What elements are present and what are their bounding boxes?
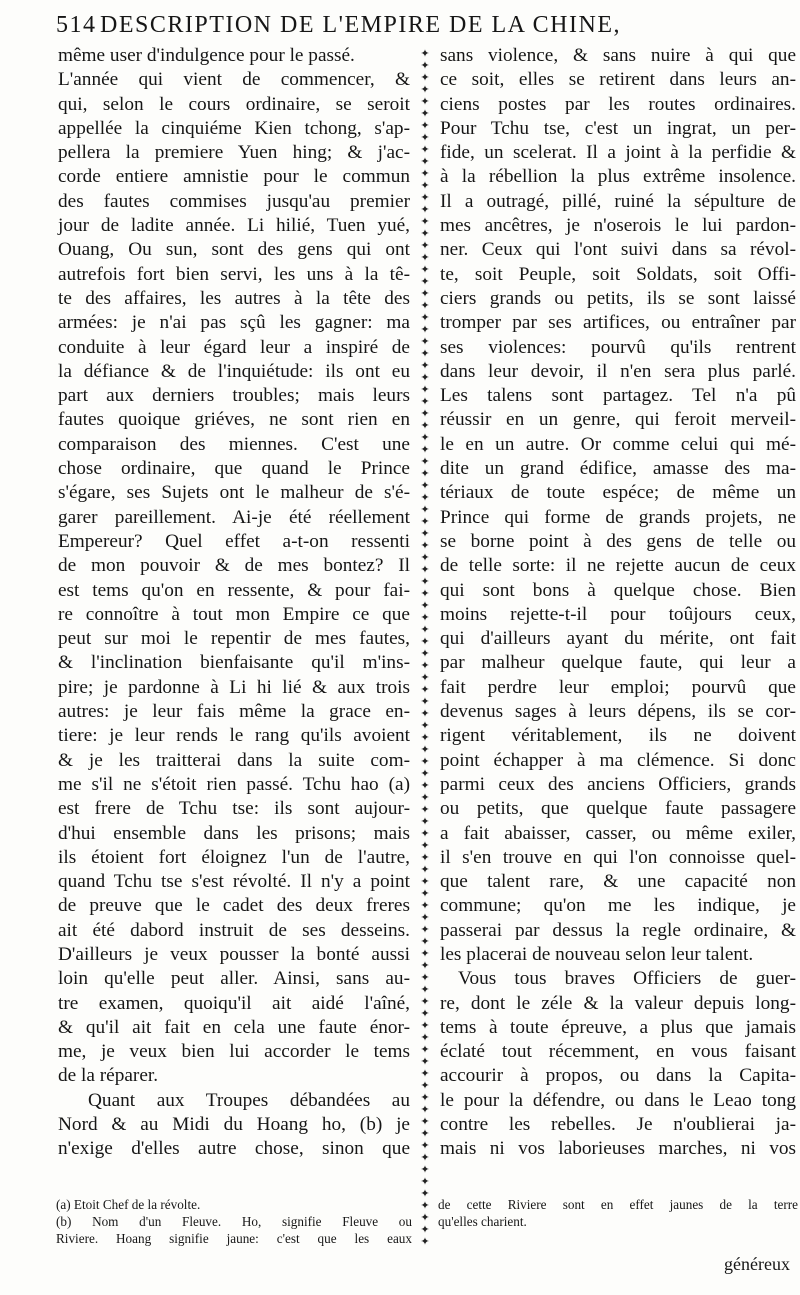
ornament-icon: ✦: [420, 1223, 430, 1236]
ornament-icon: ✦: [420, 959, 430, 972]
ornament-icon: ✦: [420, 455, 430, 468]
ornament-icon: ✦: [420, 191, 430, 204]
text-line: re connoître à tout mon Empire ce que: [58, 603, 410, 625]
right-text-column: [440, 44, 796, 1162]
text-line: rigent véritablement, ils ne doivent: [440, 725, 796, 747]
text-line: ciens postes par les routes ordinaires.: [440, 93, 796, 115]
text-line: de telle sorte: il ne rejette aucun de ceux: [440, 555, 796, 577]
text-line: dite un grand édifice, amasse des ma-: [440, 458, 796, 480]
ornament-icon: ✦: [420, 503, 430, 516]
footnote-line: de cette Riviere sont en effet jaunes de la terre: [438, 1197, 798, 1212]
ornament-icon: ✦: [420, 1175, 430, 1188]
text-line: fide, un scelerat. Il a joint à la perfidie &: [440, 142, 796, 164]
ornament-icon: ✦: [420, 215, 430, 228]
ornament-icon: ✦: [420, 251, 430, 264]
text-line: quand Tchu tse s'est révolté. Il n'y a point: [58, 871, 410, 893]
text-line: Les talens sont partagez. Tel n'a pû: [440, 385, 796, 407]
text-line: tre examen, quoiqu'il ait aidé l'aîné,: [58, 992, 410, 1014]
text-line: tems à toute épreuve, a plus que jamais: [440, 1016, 796, 1038]
text-line: garer pareillement. Ai-je été réellement: [58, 506, 410, 528]
ornament-icon: ✦: [420, 311, 430, 324]
text-line: fautes quoique griéves, ne sont rien en: [58, 409, 410, 431]
ornament-icon: ✦: [420, 1055, 430, 1068]
text-line: de preuve que le cadet des deux freres: [58, 895, 410, 917]
ornament-icon: ✦: [420, 299, 430, 312]
ornament-icon: ✦: [420, 239, 430, 252]
ornament-icon: ✦: [420, 1091, 430, 1104]
text-line: jour de ladite année. Li hilié, Tuen yué,: [58, 215, 410, 237]
text-line: Pour Tchu tse, c'est un ingrat, un per-: [440, 117, 796, 139]
ornament-icon: ✦: [420, 599, 430, 612]
ornament-icon: ✦: [420, 95, 430, 108]
ornament-icon: ✦: [420, 623, 430, 636]
ornament-icon: ✦: [420, 995, 430, 1008]
ornament-icon: ✦: [420, 467, 430, 480]
ornament-icon: ✦: [420, 887, 430, 900]
text-line: tiere: je leur rends le rang qu'ils avoient: [58, 725, 410, 747]
ornament-icon: ✦: [420, 1067, 430, 1080]
ornament-icon: ✦: [420, 863, 430, 876]
ornament-icon: ✦: [420, 1079, 430, 1092]
ornament-icon: ✦: [420, 431, 430, 444]
ornament-icon: ✦: [420, 263, 430, 276]
ornament-icon: ✦: [420, 575, 430, 588]
ornament-icon: ✦: [420, 755, 430, 768]
ornament-icon: ✦: [420, 491, 430, 504]
page-header: [56, 10, 796, 44]
ornament-icon: ✦: [420, 827, 430, 840]
text-line: parmi ceux des anciens Officiers, grands: [440, 773, 796, 795]
text-line: part aux derniers troubles; mais leurs: [58, 385, 410, 407]
text-line: autrefois fort bien servi, les uns à la tê-: [58, 263, 410, 285]
ornament-icon: ✦: [420, 1019, 430, 1032]
text-line: devenus sages à leurs dépens, ils se cor-: [440, 701, 796, 723]
ornament-icon: ✦: [420, 791, 430, 804]
ornament-icon: ✦: [420, 767, 430, 780]
ornament-icon: ✦: [420, 71, 430, 84]
text-line: le en un autre. Or comme celui qui mé-: [440, 433, 796, 455]
ornament-icon: ✦: [420, 707, 430, 720]
running-title: DESCRIPTION DE L'EMPIRE DE LA CHINE,: [100, 12, 621, 38]
ornament-icon: ✦: [420, 563, 430, 576]
text-line: de mon pouvoir & de mes bontez? Il: [58, 555, 410, 577]
ornament-icon: ✦: [420, 395, 430, 408]
text-line: que talent rare, & une capacité non: [440, 871, 796, 893]
text-line: qui sont bons à quelque chose. Bien: [440, 579, 796, 601]
footnote-line: (b) Nom d'un Fleuve. Ho, signifie Fleuve ou: [56, 1214, 412, 1229]
ornament-icon: ✦: [420, 107, 430, 120]
ornament-icon: ✦: [420, 227, 430, 240]
ornament-icon: ✦: [420, 743, 430, 756]
text-line: Empereur? Quel effet a-t-on ressenti: [58, 530, 410, 552]
ornament-icon: ✦: [420, 275, 430, 288]
text-line: tromper par ses artifices, ou entraîner par: [440, 312, 796, 334]
ornament-icon: ✦: [420, 1211, 430, 1224]
footnote-line: qu'elles charient.: [438, 1214, 527, 1229]
ornament-icon: ✦: [420, 48, 430, 60]
ornament-icon: ✦: [420, 947, 430, 960]
text-line: mais ni vos laborieuses marches, ni vos: [440, 1138, 796, 1160]
text-line: ait été dabord instruit de ses desseins.: [58, 919, 410, 941]
text-line: me, je veux bien lui accorder le tems: [58, 1041, 410, 1063]
text-line: commune; qu'on me les indique, je: [440, 895, 796, 917]
page-number: 514: [56, 12, 97, 38]
ornament-icon: ✦: [420, 407, 430, 420]
catchword: généreux: [724, 1254, 790, 1274]
text-line: & je les traitterai dans la suite com-: [58, 749, 410, 771]
text-line: tériaux de toute espéce; de même un: [440, 482, 796, 504]
ornament-icon: ✦: [420, 1235, 430, 1248]
text-line: sans violence, & sans nuire à qui que: [440, 45, 796, 66]
text-line: & qu'il ait fait en cela une faute énor-: [58, 1016, 410, 1038]
text-line: contre les rebelles. Je n'oublierai ja-: [440, 1114, 796, 1136]
text-line: te des affaires, les autres à la tête des: [58, 287, 410, 309]
text-line: pire; je pardonne à Li hi lié & aux trois: [58, 676, 410, 698]
ornament-icon: ✦: [420, 1163, 430, 1176]
text-line: s'égare, ses Sujets ont le malheur de s'é-: [58, 482, 410, 504]
text-line: ce soit, elles se retirent dans leurs an-: [440, 69, 796, 91]
text-line: peut sur moi le repentir de mes fautes,: [58, 628, 410, 650]
text-line: conduite à leur égard leur a inspiré de: [58, 336, 410, 358]
text-line: autres: je leur fais même la grace en-: [58, 701, 410, 723]
ornament-icon: ✦: [420, 83, 430, 96]
text-line: qui, selon le cours ordinaire, se seroit: [58, 93, 410, 115]
ornament-icon: ✦: [420, 635, 430, 648]
ornament-icon: ✦: [420, 803, 430, 816]
ornament-icon: ✦: [420, 659, 430, 672]
ornament-icon: ✦: [420, 551, 430, 564]
text-line: pellera la premiere Yuen hing; & j'ac-: [58, 142, 410, 164]
ornament-icon: ✦: [420, 683, 430, 696]
text-line: armées: je n'ai pas sçû les gagner: ma: [58, 312, 410, 334]
text-line: ses violences: pourvû qu'ils rentrent: [440, 336, 796, 358]
text-line: des fautes commises jusqu'au premier: [58, 190, 410, 212]
text-line: dans leur devoir, il n'en sera plus parlé.: [440, 360, 796, 382]
ornament-icon: ✦: [420, 899, 430, 912]
text-line: ils étoient fort éloignez l'un de l'autre,: [58, 846, 410, 868]
text-line: réussir en un genre, qui feroit merveil-: [440, 409, 796, 431]
text-line: les placerai de nouveau selon leur talent.: [440, 943, 754, 965]
ornament-icon: ✦: [420, 779, 430, 792]
text-line: même user d'indulgence pour le passé.: [58, 45, 355, 66]
text-line: re, dont le zéle & la valeur depuis long-: [440, 992, 796, 1014]
text-line: Nord & au Midi du Hoang ho, (b) je: [58, 1114, 410, 1136]
ornament-icon: ✦: [420, 179, 430, 192]
ornament-icon: ✦: [420, 443, 430, 456]
left-text-column: [58, 44, 410, 1162]
ornament-icon: ✦: [420, 527, 430, 540]
ornament-icon: ✦: [420, 851, 430, 864]
ornament-icon: ✦: [420, 731, 430, 744]
text-line: loin qu'elle peut aller. Ainsi, sans au-: [58, 968, 410, 990]
footnote-line: Riviere. Hoang signifie jaune: c'est que les eaux: [56, 1231, 412, 1246]
text-line: il s'en trouve en qui l'on connoisse quel-: [440, 846, 796, 868]
text-line: n'exige d'elles autre chose, sinon que: [58, 1138, 410, 1160]
ornament-icon: ✦: [420, 839, 430, 852]
ornament-icon: ✦: [420, 1007, 430, 1020]
ornament-icon: ✦: [420, 1139, 430, 1152]
footnotes-left: [56, 1196, 412, 1247]
ornament-icon: ✦: [420, 983, 430, 996]
text-line: L'année qui vient de commencer, &: [58, 69, 410, 91]
ornament-icon: ✦: [420, 119, 430, 132]
ornament-icon: ✦: [420, 167, 430, 180]
ornament-icon: ✦: [420, 923, 430, 936]
text-line: moins rejette-t-il pour toûjours ceux,: [440, 603, 796, 625]
text-line: me s'il ne s'étoit rien passé. Tchu hao (a): [58, 773, 410, 795]
text-line: a fait abaisser, casser, ou même exiler,: [440, 822, 796, 844]
ornament-icon: ✦: [420, 59, 430, 72]
ornament-icon: ✦: [420, 335, 430, 348]
ornament-icon: ✦: [420, 935, 430, 948]
text-line: Vous tous braves Officiers de guer-: [458, 968, 796, 990]
ornament-icon: ✦: [420, 1127, 430, 1140]
ornament-icon: ✦: [420, 815, 430, 828]
text-line: le pour la défendre, ou dans le Leao tong: [440, 1089, 796, 1111]
ornament-icon: ✦: [420, 383, 430, 396]
footnotes-right: [438, 1196, 798, 1230]
ornament-icon: ✦: [420, 1151, 430, 1164]
text-line: point échapper à ma clémence. Si donc: [440, 749, 796, 771]
ornament-icon: ✦: [420, 611, 430, 624]
ornament-icon: ✦: [420, 155, 430, 168]
ornament-icon: ✦: [420, 647, 430, 660]
ornamental-column-divider: [416, 48, 434, 1248]
text-line: Il a outragé, pillé, ruiné la sépulture de: [440, 190, 796, 212]
ornament-icon: ✦: [420, 131, 430, 144]
ornament-icon: ✦: [420, 1043, 430, 1056]
ornament-icon: ✦: [420, 359, 430, 372]
ornament-icon: ✦: [420, 515, 430, 528]
text-line: qui d'ailleurs ayant du mérite, ont fait: [440, 628, 796, 650]
ornament-icon: ✦: [420, 539, 430, 552]
text-line: D'ailleurs je veux pousser la bonté aussi: [58, 943, 410, 965]
text-line: se borne point à des gens de telle ou: [440, 530, 796, 552]
text-line: d'hui ensemble dans les prisons; mais: [58, 822, 410, 844]
ornament-icon: ✦: [420, 347, 430, 360]
text-line: à la rébellion la plus extrême insolence.: [440, 166, 796, 188]
ornament-icon: ✦: [420, 419, 430, 432]
text-line: est tems qu'on en ressente, & pour fai-: [58, 579, 410, 601]
ornament-icon: ✦: [420, 695, 430, 708]
ornament-icon: ✦: [420, 143, 430, 156]
ornament-icon: ✦: [420, 287, 430, 300]
text-line: de la réparer.: [58, 1065, 159, 1087]
text-line: Quant aux Troupes débandées au: [88, 1089, 410, 1111]
text-line: fait perdre leur emploi; pourvû que: [440, 676, 796, 698]
footnote-line: (a) Etoit Chef de la révolte.: [56, 1197, 201, 1212]
text-line: & l'inclination bienfaisante qu'il m'ins-: [58, 652, 410, 674]
ornament-icon: ✦: [420, 971, 430, 984]
text-line: ner. Ceux qui l'ont suivi dans sa révol-: [440, 239, 796, 261]
ornament-icon: ✦: [420, 671, 430, 684]
text-line: Prince qui forme de grands projets, ne: [440, 506, 796, 528]
ornament-icon: ✦: [420, 1115, 430, 1128]
text-line: accourir à propos, ou dans la Capita-: [440, 1065, 796, 1087]
ornament-icon: ✦: [420, 1103, 430, 1116]
ornament-icon: ✦: [420, 1199, 430, 1212]
text-line: appellée la cinquiéme Kien tchong, s'ap-: [58, 117, 410, 139]
text-line: comparaison des miennes. C'est une: [58, 433, 410, 455]
ornament-icon: ✦: [420, 203, 430, 216]
ornament-icon: ✦: [420, 911, 430, 924]
ornament-icon: ✦: [420, 719, 430, 732]
ornament-icon: ✦: [420, 875, 430, 888]
text-line: corde entiere amnistie pour le commun: [58, 166, 410, 188]
text-line: est frere de Tchu tse: ils sont aujour-: [58, 798, 410, 820]
text-line: chose ordinaire, que quand le Prince: [58, 458, 410, 480]
ornament-icon: ✦: [420, 371, 430, 384]
text-line: la défiance & de l'inquiétude: ils ont eu: [58, 360, 410, 382]
text-line: Ouang, Ou sun, sont des gens qui ont: [58, 239, 410, 261]
text-line: passerai par dessus la regle ordinaire, &: [440, 919, 796, 941]
ornament-icon: ✦: [420, 479, 430, 492]
text-line: ou petits, que quelque faute passagere: [440, 798, 796, 820]
text-line: te, soit Peuple, soit Soldats, soit Offi-: [440, 263, 796, 285]
ornament-icon: ✦: [420, 1031, 430, 1044]
ornament-icon: ✦: [420, 323, 430, 336]
ornament-icon: ✦: [420, 587, 430, 600]
ornament-icon: ✦: [420, 1187, 430, 1200]
text-line: par malheur quelque faute, qui leur a: [440, 652, 796, 674]
text-line: ciers grands ou petits, ils se sont laissé: [440, 287, 796, 309]
text-line: mes ancêtres, je n'oserois le lui pardon-: [440, 215, 796, 237]
text-line: éclaté tout récemment, en vous faisant: [440, 1041, 796, 1063]
